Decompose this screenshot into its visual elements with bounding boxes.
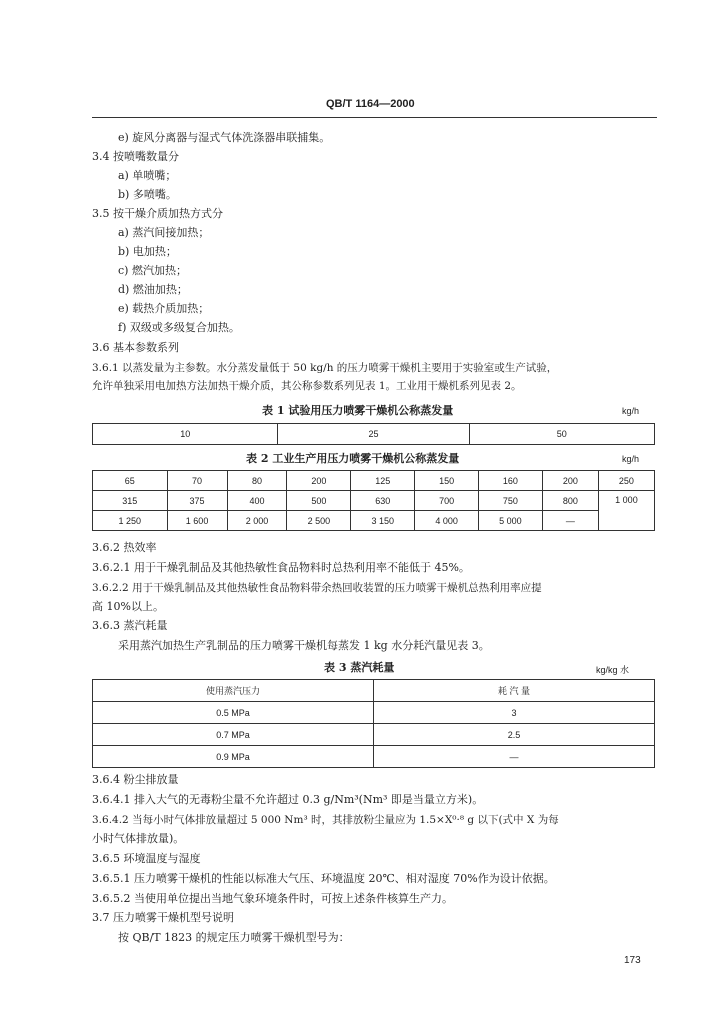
table-row [93,471,655,491]
paragraph-line: 3.6.4.2 当每小时气体排放量超过 5 000 Nm³ 时，其排放粉尘量应为 1.5×X⁰·⁸ g 以下(式中 X 为每 [92,814,559,826]
table-cell: 25 [278,424,469,445]
list-item: f) 双级或多级复合加热。 [118,321,240,334]
table1-unit: kg/h [622,406,640,416]
table-cell: 125 [351,471,415,491]
table-header: 耗 汽 量 [374,680,655,702]
section-heading: 3.6.3 蒸汽耗量 [92,619,168,632]
table-cell: 2.5 [374,724,655,746]
paragraph-line: 3.6.2.1 用于干燥乳制品及其他热敏性食品物料时总热利用率不能低于 45%。 [92,561,470,574]
table-cell: 65 [93,471,168,491]
paragraph-line: 小时气体排放量)。 [92,832,185,845]
table-cell: 400 [227,491,287,511]
table-cell: 150 [415,471,479,491]
table-header: 使用蒸汽压力 [93,680,374,702]
table-cell: 50 [469,424,654,445]
table1 [92,423,655,445]
table-cell: 1 000 [598,491,654,531]
paragraph-line: 3.6.5.1 压力喷雾干燥机的性能以标准大气压、环境温度 20℃、相对湿度 70%作为设计依据。 [92,872,555,885]
table-cell: 4 000 [415,511,479,531]
paragraph-line: 允许单独采用电加热方法加热干燥介质，其公称参数系列见表 1。工业用干燥机系列见表 2。 [92,380,522,392]
paragraph-line: 按 QB/T 1823 的规定压力喷雾干燥机型号为： [118,931,350,944]
table2-title: 表 2 工业生产用压力喷雾干燥机公称蒸发量 [246,452,460,465]
header-rule [92,117,657,118]
page-number: 173 [624,955,641,966]
table-row [93,702,655,724]
table-cell: 3 150 [351,511,415,531]
list-item: d) 燃油加热； [118,283,188,296]
table-cell: 5 000 [479,511,543,531]
table-cell: 500 [287,491,351,511]
paragraph-line: 3.6.5.2 当使用单位提出当地气象环境条件时，可按上述条件核算生产力。 [92,892,453,905]
table3-title: 表 3 蒸汽耗量 [324,661,395,674]
paragraph-line: 3.6.2.2 用于干燥乳制品及其他热敏性食品物料带余热回收装置的压力喷雾干燥机总热利用率应提 [92,582,542,594]
table-cell: 70 [167,471,227,491]
table-cell: 375 [167,491,227,511]
table3 [92,679,655,768]
table2 [92,470,655,531]
table-cell: 630 [351,491,415,511]
document-code: QB/T 1164—2000 [326,98,415,110]
list-item: c) 燃汽加热； [118,264,187,277]
table2-unit: kg/h [622,454,640,464]
table-cell: 160 [479,471,543,491]
table-cell: 80 [227,471,287,491]
table-row [93,511,655,531]
table-cell: 0.7 MPa [93,724,374,746]
table-cell: 10 [93,424,278,445]
table-cell: 200 [287,471,351,491]
section-heading: 3.6.2 热效率 [92,541,157,554]
list-item: a) 单喷嘴； [118,169,177,182]
section-heading: 3.5 按干燥介质加热方式分 [92,207,223,220]
list-item: e) 旋风分离器与湿式气体洗涤器串联捕集。 [118,131,331,144]
section-heading: 3.6 基本参数系列 [92,341,179,354]
table-row [93,680,655,702]
table-cell: 3 [374,702,655,724]
paragraph-line: 3.6.1 以蒸发量为主参数。水分蒸发量低于 50 kg/h 的压力喷雾干燥机主要用于实验室或生产试验， [92,362,558,374]
section-heading: 3.6.5 环境温度与湿度 [92,852,201,865]
table-cell: — [542,511,598,531]
table-cell: 2 000 [227,511,287,531]
list-item: b) 多喷嘴。 [118,188,177,201]
table-cell: 0.9 MPa [93,746,374,768]
paragraph-line: 高 10%以上。 [92,600,164,613]
table-cell: 2 500 [287,511,351,531]
section-heading: 3.6.4 粉尘排放量 [92,773,179,786]
paragraph-line: 3.6.4.1 排入大气的无毒粉尘量不允许超过 0.3 g/Nm³(Nm³ 即是当量立方米)。 [92,793,484,806]
list-item: a) 蒸汽间接加热； [118,226,210,239]
table-cell: 1 250 [93,511,168,531]
table-row [93,491,655,511]
table-cell: 315 [93,491,168,511]
table-cell: 250 [598,471,654,491]
paragraph-line: 采用蒸汽加热生产乳制品的压力喷雾干燥机每蒸发 1 kg 水分耗汽量见表 3。 [118,639,490,652]
list-item: e) 载热介质加热； [118,302,210,315]
table-cell: 200 [542,471,598,491]
section-heading: 3.7 压力喷雾干燥机型号说明 [92,911,234,924]
table-cell: 1 600 [167,511,227,531]
table3-unit: kg/kg 水 [596,665,630,675]
table1-title: 表 1 试验用压力喷雾干燥机公称蒸发量 [262,404,454,417]
table-cell: — [374,746,655,768]
table-row [93,746,655,768]
table-cell: 800 [542,491,598,511]
table-cell: 750 [479,491,543,511]
list-item: b) 电加热； [118,245,177,258]
section-heading: 3.4 按喷嘴数量分 [92,150,179,163]
table-cell: 700 [415,491,479,511]
table-cell: 0.5 MPa [93,702,374,724]
table-row [93,424,655,445]
table-row [93,724,655,746]
